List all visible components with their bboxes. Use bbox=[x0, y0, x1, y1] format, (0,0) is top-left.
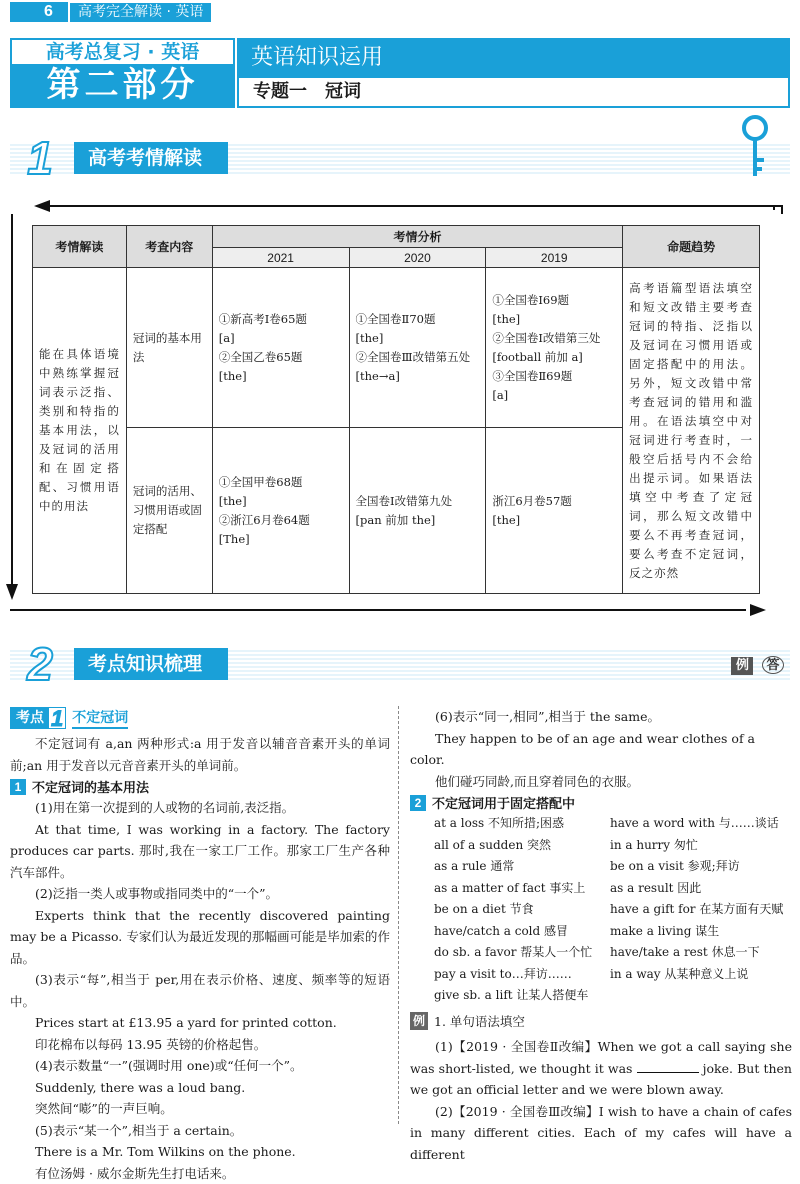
topic-title: 专题一 冠词 bbox=[237, 78, 790, 108]
kp-number: 1 bbox=[48, 707, 66, 729]
key-icon bbox=[730, 114, 780, 182]
subheading bbox=[410, 793, 792, 812]
example-line: There is a Mr. Tom Wilkins on the phone. bbox=[10, 1141, 390, 1163]
legend-answer: 答 bbox=[762, 656, 784, 674]
example-line: At that time, I was working in a factory. The factory produces car parts. 那时,我在一家工厂工作。那家工厂生产各种汽车部件。 bbox=[10, 819, 390, 884]
entry: [The] bbox=[219, 530, 343, 549]
running-header bbox=[0, 0, 800, 24]
year-cell bbox=[486, 428, 623, 594]
phrase: as a matter of fact 事实上 bbox=[434, 878, 610, 900]
th-year-2021: 2021 bbox=[212, 248, 349, 268]
page-number: 6 bbox=[10, 2, 68, 22]
section2-banner bbox=[10, 642, 790, 686]
entry: ③全国卷Ⅱ69题 bbox=[492, 367, 616, 386]
section1-banner bbox=[10, 136, 790, 180]
entry: [the] bbox=[356, 329, 480, 348]
entry: [a] bbox=[219, 329, 343, 348]
content-cell: 冠词的基本用法 bbox=[126, 268, 212, 428]
part-box bbox=[10, 38, 235, 108]
question: (2)【2019 · 全国卷Ⅲ改编】I wish to have a chain of cafes in many different cities. Each of my cafes will have a different bbox=[410, 1101, 792, 1166]
year-cell bbox=[349, 268, 486, 428]
entry: [pan 前加 the] bbox=[356, 511, 480, 530]
phrase bbox=[610, 985, 800, 1007]
entry: ②浙江6月卷64题 bbox=[219, 511, 343, 530]
intro-paragraph: 不定冠词有 a,an 两种形式:a 用于发音以辅音音素开头的单词前;an 用于发音以元音音素开头的单词前。 bbox=[10, 733, 390, 776]
subheading bbox=[10, 777, 390, 796]
question-text: joke. But then we got an official letter and we were blown away. bbox=[410, 1061, 792, 1098]
example-line: 印花棉布以每码 13.95 英镑的价格起售。 bbox=[10, 1034, 390, 1056]
phrase: all of a sudden 突然 bbox=[434, 835, 610, 857]
kp-title: 不定冠词 bbox=[72, 707, 128, 729]
entry: [the] bbox=[219, 492, 343, 511]
th-interpretation: 考情解读 bbox=[33, 226, 127, 268]
phrase: do sb. a favor 帮某人一个忙 bbox=[434, 942, 610, 964]
rule-line: (4)表示数量“一”(强调时用 one)或“任何一个”。 bbox=[10, 1055, 390, 1077]
th-year-2019: 2019 bbox=[486, 248, 623, 268]
entry: 浙江6月卷57题 bbox=[492, 492, 616, 511]
phrase: be on a visit 参观;拜访 bbox=[610, 856, 800, 878]
section1-label: 高考考情解读 bbox=[74, 142, 228, 174]
year-cell bbox=[349, 428, 486, 594]
section2-label: 考点知识梳理 bbox=[74, 648, 228, 680]
year-cell bbox=[486, 268, 623, 428]
exercise-heading bbox=[410, 1011, 792, 1033]
series-title: 高考总复习 · 英语 bbox=[12, 40, 233, 64]
entry: ①全国卷Ⅱ70题 bbox=[356, 310, 480, 329]
part-title: 第二部分 bbox=[12, 64, 233, 106]
example-badge: 例 bbox=[410, 1012, 428, 1030]
th-content: 考查内容 bbox=[126, 226, 212, 268]
sub-title: 不定冠词用于固定搭配中 bbox=[432, 793, 575, 812]
exam-analysis-table bbox=[32, 225, 760, 594]
content-cell: 冠词的活用、习惯用语或固定搭配 bbox=[126, 428, 212, 594]
example-line: 有位汤姆 · 威尔金斯先生打电话来。 bbox=[10, 1163, 390, 1184]
phrase-list bbox=[410, 813, 792, 1007]
phrase: in a way 从某种意义上说 bbox=[610, 964, 800, 986]
entry: [the] bbox=[219, 367, 343, 386]
phrase: have/take a rest 休息一下 bbox=[610, 942, 800, 964]
th-analysis: 考情分析 bbox=[212, 226, 622, 248]
entry: [the] bbox=[492, 310, 616, 329]
entry: ①新高考Ⅰ卷65题 bbox=[219, 310, 343, 329]
phrase: in a hurry 匆忙 bbox=[610, 835, 800, 857]
entry: ②全国卷Ⅰ改错第三处 bbox=[492, 329, 616, 348]
phrase: have/catch a cold 感冒 bbox=[434, 921, 610, 943]
rule-line: (2)泛指一类人或事物或指同类中的“一个”。 bbox=[10, 883, 390, 905]
year-cell bbox=[212, 428, 349, 594]
phrase: make a living 谋生 bbox=[610, 921, 800, 943]
year-cell bbox=[212, 268, 349, 428]
rule-line: (5)表示“某一个”,相当于 a certain。 bbox=[10, 1120, 390, 1142]
question bbox=[410, 1036, 792, 1101]
left-column bbox=[10, 706, 390, 1184]
answer-blank[interactable] bbox=[637, 1061, 699, 1073]
example-line: Prices start at £13.95 a yard for printed cotton. bbox=[10, 1012, 390, 1034]
entry: 全国卷Ⅰ改错第九处 bbox=[356, 492, 480, 511]
sub-title: 不定冠词的基本用法 bbox=[32, 777, 149, 796]
right-column bbox=[410, 706, 792, 1165]
running-title: 高考完全解读 · 英语 bbox=[70, 3, 211, 22]
question-text: (1)【2019 · 全国卷Ⅱ改编】When we got a call saying she was short-listed, we thought it was bbox=[410, 1039, 792, 1076]
rule-line: (1)用在第一次提到的人或物的名词前,表泛指。 bbox=[10, 797, 390, 819]
phrase: as a rule 通常 bbox=[434, 856, 610, 878]
section2-number: 2 bbox=[10, 642, 70, 686]
phrase: as a result 因此 bbox=[610, 878, 800, 900]
entry: [a] bbox=[492, 386, 616, 405]
entry: [the] bbox=[492, 511, 616, 530]
example-line: Suddenly, there was a loud bang. bbox=[10, 1077, 390, 1099]
example-line: They happen to be of an age and wear clothes of a color. bbox=[410, 728, 792, 771]
example-line: Experts think that the recently discovered painting may be a Picasso. 专家们认为最近发现的那幅画可能是毕加索的作品。 bbox=[10, 905, 390, 970]
example-line: 突然间“嘭”的一声巨响。 bbox=[10, 1098, 390, 1120]
th-trend: 命题趋势 bbox=[623, 226, 760, 268]
sub-number: 1 bbox=[10, 779, 26, 795]
chapter-header bbox=[10, 38, 790, 108]
kp-tag: 考点 bbox=[10, 707, 48, 729]
section1-number: 1 bbox=[10, 136, 70, 180]
entry: ①全国卷Ⅰ69题 bbox=[492, 291, 616, 310]
legend bbox=[727, 656, 784, 675]
entry: [the→a] bbox=[356, 367, 480, 386]
phrase: at a loss 不知所措;困惑 bbox=[434, 813, 610, 835]
legend-example: 例 bbox=[731, 657, 753, 675]
column-divider bbox=[398, 706, 399, 1124]
phrase: be on a diet 节食 bbox=[434, 899, 610, 921]
phrase: give sb. a lift 让某人搭便车 bbox=[434, 985, 610, 1007]
trend-cell: 高考语篇型语法填空和短文改错主要考查冠词的特指、泛指以及冠词在习惯用语或固定搭配中的用法。另外，短文改错中常考查冠词的错用和滥用。在语法填空中对冠词进行考查时，一般空后括号内不会给出提示词。如果语法填空中考查了定冠词，那么短文改错中要么不再考查冠词，要么考查不定冠词，反之亦然 bbox=[623, 268, 760, 594]
rule-line: (6)表示“同一,相同”,相当于 the same。 bbox=[410, 706, 792, 728]
interpretation-cell: 能在具体语境中熟练掌握冠词表示泛指、类别和特指的基本用法，以及冠词的活用和在固定搭配、习惯用语中的用法 bbox=[33, 268, 127, 594]
example-line: 他们碰巧同龄,而且穿着同色的衣服。 bbox=[410, 771, 792, 793]
exercise-title: 1. 单句语法填空 bbox=[434, 1011, 525, 1033]
section-title: 英语知识运用 bbox=[237, 38, 790, 78]
entry: ①全国甲卷68题 bbox=[219, 473, 343, 492]
knowledge-point-heading bbox=[10, 706, 390, 730]
entry: ②全国乙卷65题 bbox=[219, 348, 343, 367]
phrase: pay a visit to…拜访…… bbox=[434, 964, 610, 986]
th-year-2020: 2020 bbox=[349, 248, 486, 268]
phrase: have a word with 与……谈话 bbox=[610, 813, 800, 835]
rule-line: (3)表示“每”,相当于 per,用在表示价格、速度、频率等的短语中。 bbox=[10, 969, 390, 1012]
entry: [football 前加 a] bbox=[492, 348, 616, 367]
phrase: have a gift for 在某方面有天赋 bbox=[610, 899, 800, 921]
entry: ②全国卷Ⅲ改错第五处 bbox=[356, 348, 480, 367]
sub-number: 2 bbox=[410, 795, 426, 811]
